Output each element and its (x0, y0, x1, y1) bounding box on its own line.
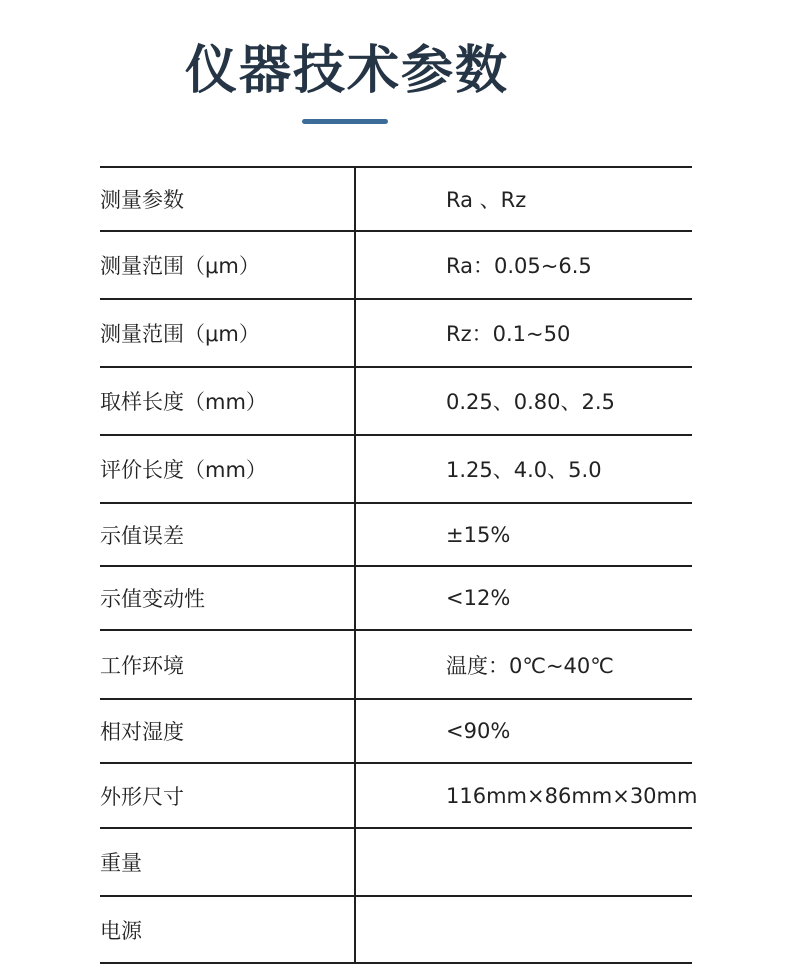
spec-value: <90% (446, 719, 511, 743)
spec-label: 外形尺寸 (100, 764, 356, 827)
spec-row (100, 897, 692, 964)
spec-row (100, 368, 692, 436)
spec-row (100, 700, 692, 764)
spec-value: 温度：0℃~40℃ (446, 653, 614, 678)
spec-label: 测量范围（μm） (100, 300, 356, 366)
spec-row (100, 232, 692, 300)
spec-value: <12% (446, 586, 511, 610)
spec-label: 重量 (100, 829, 356, 895)
spec-row (100, 436, 692, 504)
title-underline (302, 119, 388, 124)
spec-label: 相对湿度 (100, 700, 356, 762)
spec-value: 1.25、4.0、5.0 (446, 458, 602, 482)
spec-value: 116mm×86mm×30mm (446, 783, 698, 808)
spec-label: 测量范围（μm） (100, 232, 356, 298)
spec-value: 0.25、0.80、2.5 (446, 390, 615, 414)
spec-label: 工作环境 (100, 631, 356, 698)
spec-label: 示值误差 (100, 504, 356, 565)
spec-value: Ra 、Rz (446, 188, 527, 212)
spec-row (100, 567, 692, 631)
spec-row (100, 168, 692, 232)
spec-row (100, 764, 698, 829)
spec-value: Ra：0.05~6.5 (446, 254, 592, 278)
spec-label: 评价长度（mm） (100, 436, 356, 502)
spec-value: ±15% (446, 522, 511, 547)
spec-label: 示值变动性 (100, 567, 356, 629)
spec-row (100, 504, 692, 567)
page-title: 仪器技术参数 (184, 41, 509, 101)
spec-label: 测量参数 (100, 168, 356, 230)
spec-label: 取样长度（mm） (100, 368, 356, 434)
spec-row (100, 631, 692, 700)
spec-table (100, 166, 698, 964)
spec-value: Rz：0.1~50 (446, 322, 571, 346)
spec-label: 电源 (100, 897, 356, 962)
spec-row (100, 300, 692, 368)
spec-row (100, 829, 692, 897)
